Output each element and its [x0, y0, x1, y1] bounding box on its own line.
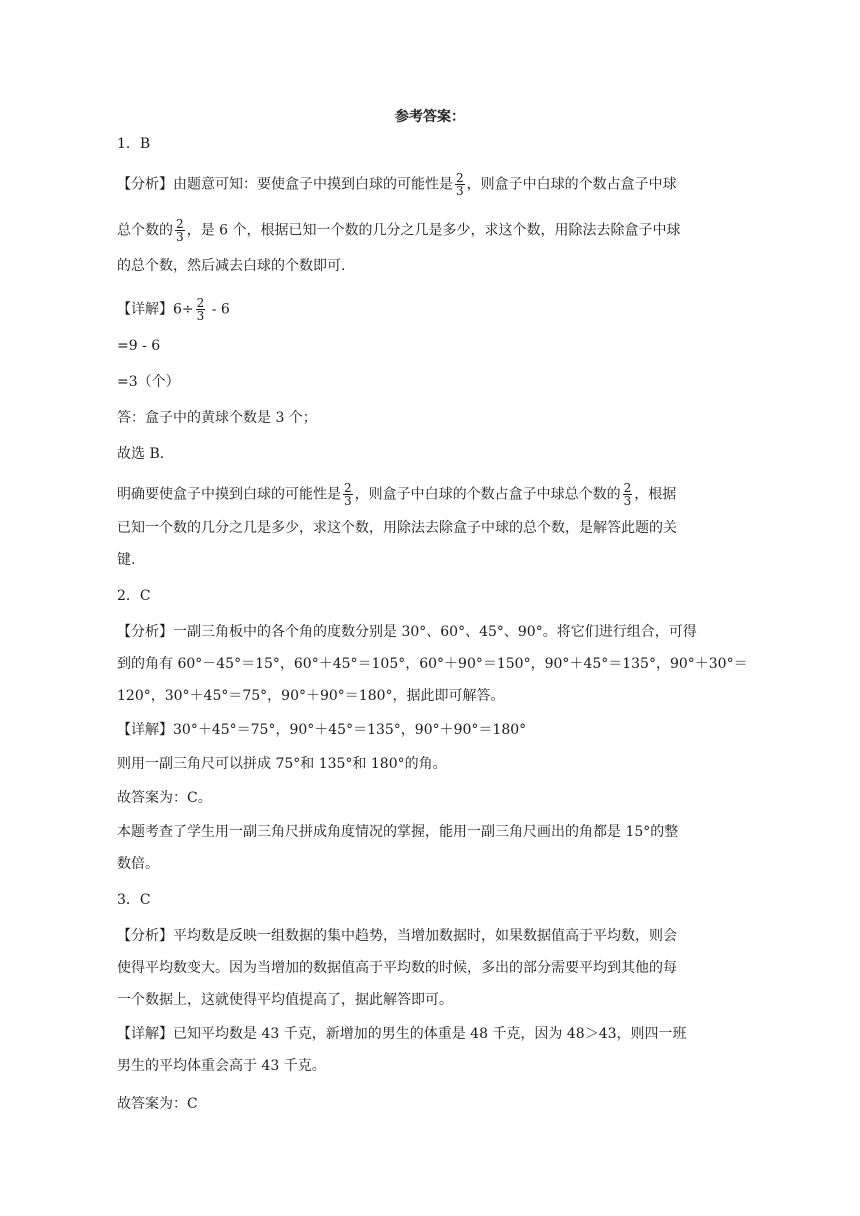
q1-step-2: =3（个） — [117, 374, 180, 390]
q1-analysis-line-3: 的总个数，然后减去白球的个数即可. — [117, 258, 346, 274]
q1-choice: 故选 B． — [117, 446, 174, 462]
q2-detail: 【详解】30°＋45°＝75°，90°＋45°＝135°，90°＋90°＝180° — [117, 722, 527, 738]
q2-analysis-line-1: 【分析】一副三角板中的各个角的度数分别是 30°、60°、45°、90°。将它们进行组合，可得 — [117, 624, 697, 640]
q2-analysis-line-3: 120°，30°＋45°＝75°，90°＋90°＝180°，据此即可解答。 — [117, 688, 505, 704]
q1-review-line-2: 已知一个数的几分之几是多少，求这个数，用除法去除盒子中球的总个数，是解答此题的关 — [117, 520, 677, 536]
q3-choice: 故答案为：C — [117, 1096, 198, 1112]
q3-analysis-line-3: 一个数据上，这就使得平均值提高了，据此解答即可。 — [117, 992, 453, 1008]
fraction-two-thirds: $\frac{2}{3}$ — [456, 171, 464, 198]
q2-analysis-line-2: 到的角有 60°－45°＝15°，60°＋45°＝105°，60°＋90°＝150°，90°＋45°＝135°，90°＋30°＝ — [117, 656, 748, 672]
q3-detail-line-1: 【详解】已知平均数是 43 千克，新增加的男生的体重是 48 千克，因为 48＞43，则四一班 — [117, 1026, 687, 1042]
q1-detail: 【详解】6÷ $\frac{2}{3}$ ‑ 6 — [117, 296, 230, 323]
q1-step-1: =9 ‑ 6 — [117, 338, 161, 354]
q1-review-line-3: 键. — [117, 552, 136, 568]
q3-analysis-line-1: 【分析】平均数是反映一组数据的集中趋势，当增加数据时，如果数据值高于平均数，则会 — [117, 928, 677, 944]
fraction-two-thirds: $\frac{2}{3}$ — [344, 481, 352, 508]
q3-label: 3．C — [117, 892, 151, 908]
q2-conclusion: 则用一副三角尺可以拼成 75°和 135°和 180°的角。 — [117, 756, 447, 772]
q1-label: 1．B — [117, 136, 151, 152]
fraction-two-thirds: $\frac{2}{3}$ — [196, 296, 205, 323]
q3-analysis-line-2: 使得平均数变大。因为当增加的数据值高于平均数的时候，多出的部分需要平均到其他的每 — [117, 960, 677, 976]
q1-answer: 答：盒子中的黄球个数是 3 个； — [117, 410, 317, 426]
page-title: 参考答案： — [395, 109, 465, 125]
q3-detail-line-2: 男生的平均体重会高于 43 千克。 — [117, 1058, 326, 1074]
fraction-two-thirds: $\frac{2}{3}$ — [176, 217, 184, 244]
q2-label: 2．C — [117, 588, 151, 604]
q2-review-line-1: 本题考查了学生用一副三角尺拼成角度情况的掌握，能用一副三角尺画出的角都是 15°的整 — [117, 824, 679, 840]
q2-review-line-2: 数倍。 — [117, 856, 159, 872]
q1-review-line-1: 明确要使盒子中摸到白球的可能性是 $\frac{2}{3}$ ，则盒子中白球的个数占盒子中球总个数的 $\frac{2}{3}$ ，根据 — [117, 481, 677, 508]
q1-analysis-line-1: 【分析】由题意可知：要使盒子中摸到白球的可能性是 $\frac{2}{3}$ ，则盒子中白球的个数占盒子中球 — [117, 171, 677, 198]
q1-analysis-line-2: 总个数的 $\frac{2}{3}$ ，是 6 个，根据已知一个数的几分之几是多少，求这个数，用除法去除盒子中球 — [117, 217, 681, 244]
q2-choice: 故答案为：C。 — [117, 790, 212, 806]
fraction-two-thirds: $\frac{2}{3}$ — [623, 481, 632, 508]
